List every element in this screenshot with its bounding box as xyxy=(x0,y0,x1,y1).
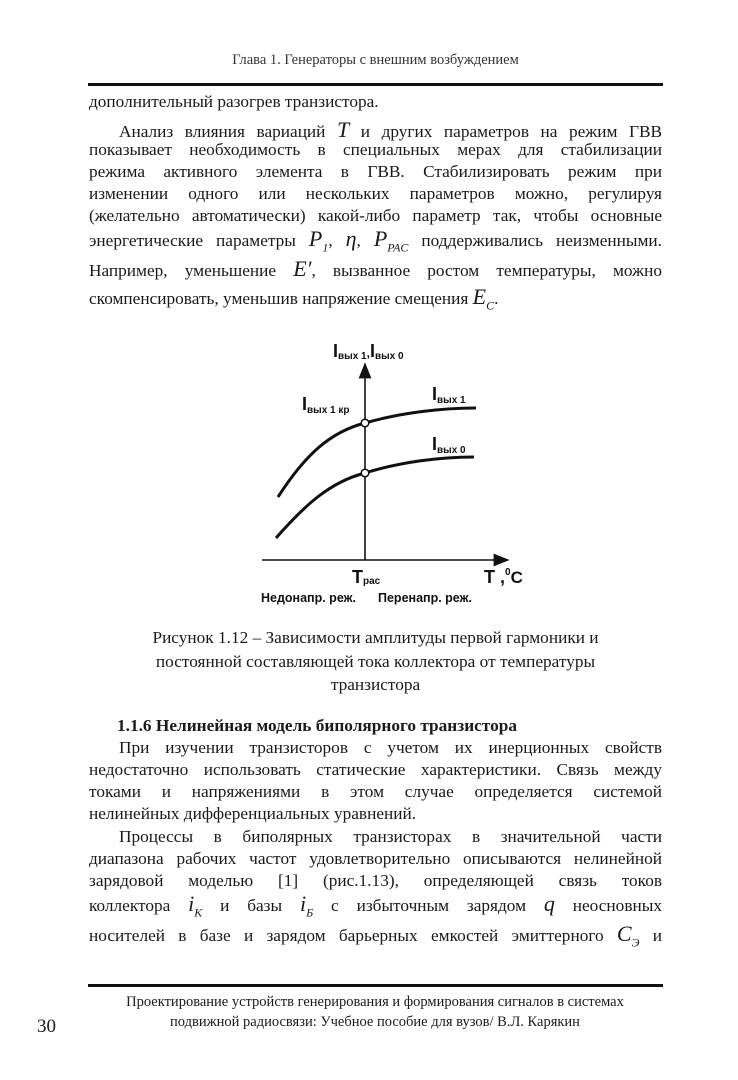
x-axis-label: T ,$^0$C xyxy=(484,567,523,587)
text-line: При изучении транзисторов с учетом их инерционных свойств xyxy=(119,738,662,757)
curve-i-out-0 xyxy=(276,457,474,538)
text-line: токами и напряжениями в этом случае определяется системой xyxy=(89,782,662,801)
figure-caption: Рисунок 1.12 – Зависимости амплитуды первой гармоники и постоянной составляющей тока коллектора от температуры транзистора xyxy=(152,628,599,694)
text-line: носителей в базе и зарядом барьерных емкостей эмиттерного $C_Э$ и xyxy=(89,921,662,950)
critical-point-marker xyxy=(361,419,369,427)
text-line: недостаточно использовать статические характеристики. Связь между xyxy=(89,760,662,779)
footer-citation: Проектирование устройств генерирования и формирования сигналов в системах подвижной радиосвязи: Учебное пособие для вузов/ В.Л. Карякин xyxy=(126,994,624,1030)
text-line: показывает необходимость в специальных мерах для стабилизации xyxy=(89,140,662,159)
footer-rule xyxy=(88,984,663,987)
text-line: дополнительный разогрев транзистора. xyxy=(89,92,379,111)
point-marker xyxy=(361,469,369,477)
text-line: нелинейных дифференциальных уравнений. xyxy=(89,804,417,823)
y-axis-label: Iвых 1,Iвых 0 xyxy=(333,341,404,362)
text-line: коллектора $i_К$ и базы $i_Б$ с избыточным зарядом q неосновных xyxy=(89,891,662,920)
text-line: Анализ влияния вариаций T и других параметров на режим ГВВ xyxy=(119,117,662,142)
running-header: Глава 1. Генераторы с внешним возбуждением xyxy=(232,52,519,68)
label-i-out-1-cr: Iвых 1 кр xyxy=(302,394,350,416)
text-line: скомпенсировать, уменьшив напряжение смещения $E_C$. xyxy=(89,284,499,313)
text-line: энергетические параметры $P_1$, η, $P_{PAC}$ поддерживались неизменными. xyxy=(89,226,662,255)
text-line: изменении одного или нескольких параметров можно, регулируя xyxy=(89,184,662,203)
text-line: (желательно автоматически) какой-либо параметр так, чтобы основные xyxy=(89,206,662,225)
text-line: диапазона рабочих частот удовлетворительно описываются нелинейной xyxy=(89,849,662,868)
text-line: Например, уменьшение E′, вызванное ростом температуры, можно xyxy=(89,256,662,281)
region-underdriven: Недонапр. реж. xyxy=(261,591,356,605)
page-number: 30 xyxy=(37,1016,56,1037)
label-t-rac: Tрас xyxy=(352,567,381,587)
region-overdriven: Перенапр. реж. xyxy=(378,591,472,605)
text-line: режима активного элемента в ГВВ. Стабилизировать режим при xyxy=(89,162,662,181)
label-i-out-0: Iвых 0 xyxy=(432,434,466,456)
label-i-out-1: Iвых 1 xyxy=(432,384,466,406)
section-heading: 1.1.6 Нелинейная модель биполярного транзистора xyxy=(117,716,517,735)
text-line: зарядовой моделью [1] (рис.1.13), определяющей связь токов xyxy=(89,871,662,890)
text-line: Процессы в биполярных транзисторах в значительной части xyxy=(119,827,662,846)
